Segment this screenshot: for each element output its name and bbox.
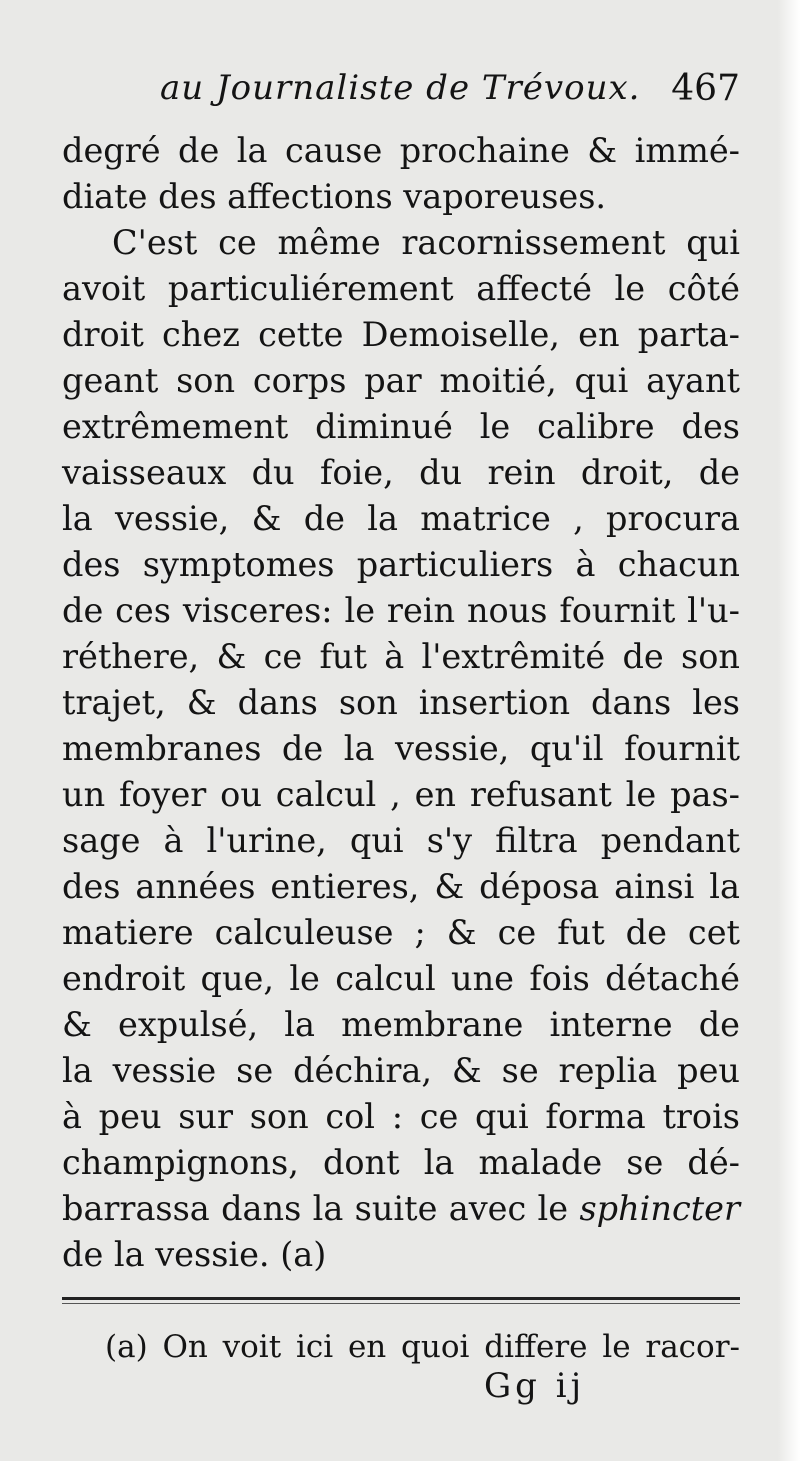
text-line: des années entieres, & déposa ainsi la: [62, 867, 740, 906]
text-line: matiere calculeuse ; & ce fut de cet: [62, 913, 740, 952]
text-line-with-italic: [62, 1186, 740, 1232]
footnote-rule: [62, 1297, 740, 1300]
body-text: [62, 128, 740, 1278]
text-line: de ces visceres: le rein nous fournit l'u-: [62, 591, 740, 630]
text-line: avoit particuliérement affecté le côté: [62, 269, 740, 308]
text-line: à peu sur son col : ce qui forma trois: [62, 1097, 740, 1136]
text-line: & expulsé, la membrane interne de: [62, 1005, 740, 1044]
text-line: champignons, dont la malade se dé-: [62, 1143, 740, 1182]
signature-mark: Gg ij: [484, 1366, 586, 1406]
text-line: barrassa dans la suite avec le: [62, 1189, 569, 1228]
text-line: la vessie, & de la matrice , procura: [62, 499, 740, 538]
sphincter-word: sphincter: [579, 1189, 741, 1228]
text-line: C'est ce même racornissement qui: [112, 223, 740, 262]
page-edge: [778, 0, 800, 1461]
text-line: trajet, & dans son insertion dans les: [62, 683, 740, 722]
page-number: 467: [671, 68, 740, 109]
text-line: un foyer ou calcul , en refusant le pas-: [62, 775, 740, 814]
text-line: sage à l'urine, qui s'y filtra pendant: [62, 821, 740, 860]
text-line: geant son corps par moitié, qui ayant: [62, 361, 740, 400]
footnote-rule-thin: [62, 1303, 740, 1304]
text-line: de la vessie. (a): [62, 1235, 327, 1274]
page-header: [160, 68, 740, 118]
text-line: diate des affections vaporeuses.: [62, 177, 607, 216]
footnote: (a) On voit ici en quoi differe le racor-: [105, 1329, 740, 1365]
text-line: vaisseaux du foie, du rein droit, de: [62, 453, 740, 492]
text-line: droit chez cette Demoiselle, en parta-: [62, 315, 740, 354]
running-head: au Journaliste de Trévoux.: [160, 68, 641, 108]
text-line: extrêmement diminué le calibre des: [62, 407, 740, 446]
text-line: la vessie se déchira, & se replia peu: [62, 1051, 740, 1090]
text-line: réthere, & ce fut à l'extrêmité de son: [62, 637, 740, 676]
text-line: des symptomes particuliers à chacun: [62, 545, 740, 584]
text-line: membranes de la vessie, qu'il fournit: [62, 729, 740, 768]
text-line: degré de la cause prochaine & immé-: [62, 131, 740, 170]
text-line: endroit que, le calcul une fois détaché: [62, 959, 740, 998]
